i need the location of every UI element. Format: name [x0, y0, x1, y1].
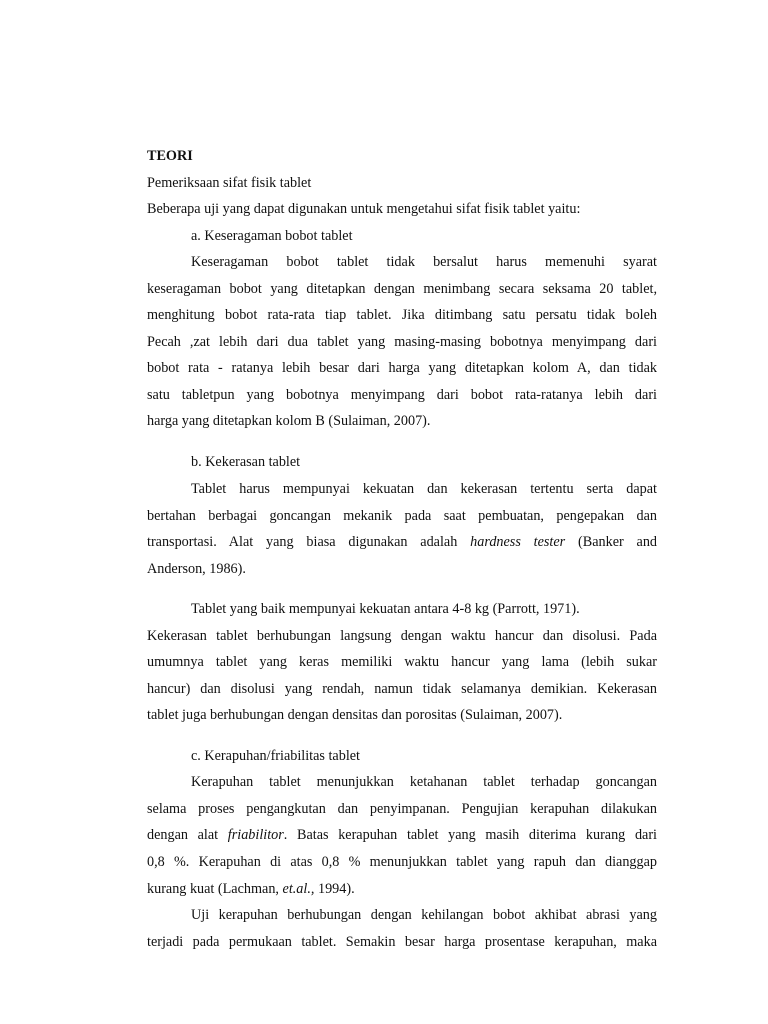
- section-b-title: b. Kekerasan tablet: [191, 454, 301, 470]
- italic-term: friabilitor: [227, 827, 284, 843]
- section-c-line: Kerapuhan tablet menunjukkan ketahanan tablet terhadap goncangan: [191, 774, 657, 790]
- section-b-line: tablet juga berhubungan dengan densitas dan porositas (Sulaiman, 2007).: [147, 707, 563, 723]
- section-a-line: Keseragaman bobot tablet tidak bersalut harus memenuhi syarat: [191, 254, 657, 270]
- text-run: . Batas kerapuhan tablet yang masih diterima kurang dari: [283, 827, 658, 843]
- section-a-line: keseragaman bobot yang ditetapkan dengan menimbang secara seksama 20 tablet,: [147, 281, 657, 297]
- italic-term: et.al.,: [282, 881, 315, 897]
- subtitle: Pemeriksaan sifat fisik tablet: [147, 175, 312, 191]
- section-b-line: Tablet harus mempunyai kekuatan dan kekerasan tertentu serta dapat: [191, 481, 657, 497]
- section-a-line: harga yang ditetapkan kolom B (Sulaiman, 2007).: [147, 413, 431, 429]
- section-c-line: selama proses pengangkutan dan penyimpanan. Pengujian kerapuhan dilakukan: [147, 801, 657, 817]
- intro-line: Beberapa uji yang dapat digunakan untuk mengetahui sifat fisik tablet yaitu:: [147, 201, 581, 217]
- text-run: dengan alat: [147, 827, 219, 843]
- section-b-line: hancur) dan disolusi yang rendah, namun tidak selamanya demikian. Kekerasan: [147, 681, 657, 697]
- section-a-line: Pecah ,zat lebih dari dua tablet yang masing-masing bobotnya menyimpang dari: [147, 334, 657, 350]
- section-b-line: bertahan berbagai goncangan mekanik pada saat pembuatan, pengepakan dan: [147, 508, 657, 524]
- section-c-line-with-italic: [147, 826, 657, 844]
- section-b-line: Kekerasan tablet berhubungan langsung dengan waktu hancur dan disolusi. Pada: [147, 628, 657, 644]
- section-b-line: Anderson, 1986).: [147, 561, 246, 577]
- section-a-line: bobot rata - ratanya lebih besar dari harga yang ditetapkan kolom A, dan tidak: [147, 360, 657, 376]
- section-a-line: satu tabletpun yang bobotnya menyimpang dari bobot rata-ratanya lebih dari: [147, 387, 657, 403]
- section-c-title: c. Kerapuhan/friabilitas tablet: [191, 748, 360, 764]
- section-c-line: 0,8 %. Kerapuhan di atas 0,8 % menunjukkan tablet yang rapuh dan dianggap: [147, 854, 657, 870]
- section-a-line: menghitung bobot rata-rata tiap tablet. Jika ditimbang satu persatu tidak boleh: [147, 307, 657, 323]
- section-b-line: Tablet yang baik mempunyai kekuatan antara 4-8 kg (Parrott, 1971).: [191, 601, 580, 617]
- section-c-line-with-italic: [147, 880, 657, 898]
- heading-teori: TEORI: [147, 148, 193, 164]
- text-run: transportasi. Alat yang biasa digunakan adalah: [147, 534, 458, 550]
- section-c-line: Uji kerapuhan berhubungan dengan kehilangan bobot akhibat abrasi yang: [191, 907, 657, 923]
- italic-term: hardness tester: [470, 534, 566, 550]
- text-run: kurang kuat (Lachman,: [147, 881, 279, 897]
- section-b-line: umumnya tablet yang keras memiliki waktu hancur yang lama (lebih sukar: [147, 654, 657, 670]
- section-c-line: terjadi pada permukaan tablet. Semakin besar harga prosentase kerapuhan, maka: [147, 934, 657, 950]
- section-b-line-with-italic: [147, 533, 657, 551]
- section-a-title: a. Keseragaman bobot tablet: [191, 228, 353, 244]
- text-run: (Banker and: [578, 534, 658, 550]
- text-run: 1994).: [317, 881, 355, 897]
